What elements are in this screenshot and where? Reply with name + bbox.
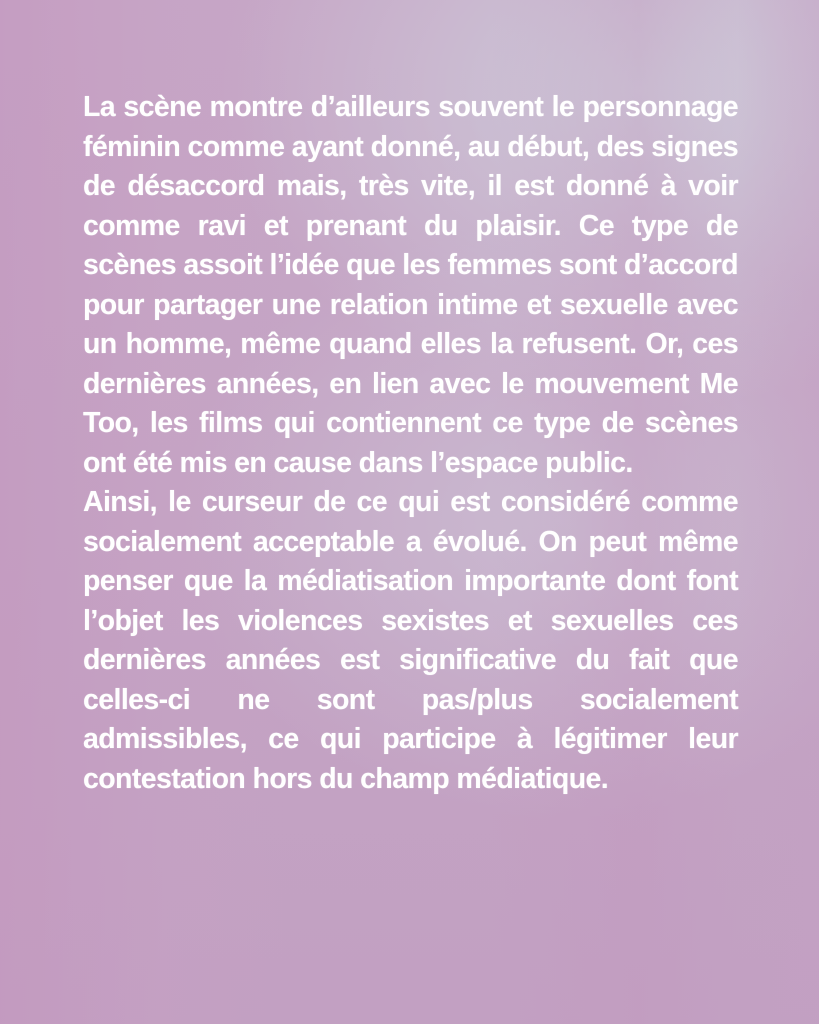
body-text-block: [83, 88, 738, 799]
paragraph-1: La scène montre d’ailleurs souvent le personnage féminin comme ayant donné, au début, des signes de désaccord mais, très vite, il est donné à voir comme ravi et prenant du plaisir. Ce type de scènes assoit l’idée que les femmes sont d’accord pour partager une relation intime et sexuelle avec un homme, même quand elles la refusent. Or, ces dernières années, en lien avec le mouvement Me Too, les films qui contiennent ce type de scènes ont été mis en cause dans l’espace public.: [83, 91, 738, 479]
paragraph-2: Ainsi, le curseur de ce qui est considéré comme socialement acceptable a évolué. On peut même penser que la médiatisation importante dont font l’objet les violences sexistes et sexuelles ces dernières années est significative du fait que celles-ci ne sont pas/plus socialement admissibles, ce qui participe à légitimer leur contestation hors du champ médiatique.: [83, 486, 738, 795]
